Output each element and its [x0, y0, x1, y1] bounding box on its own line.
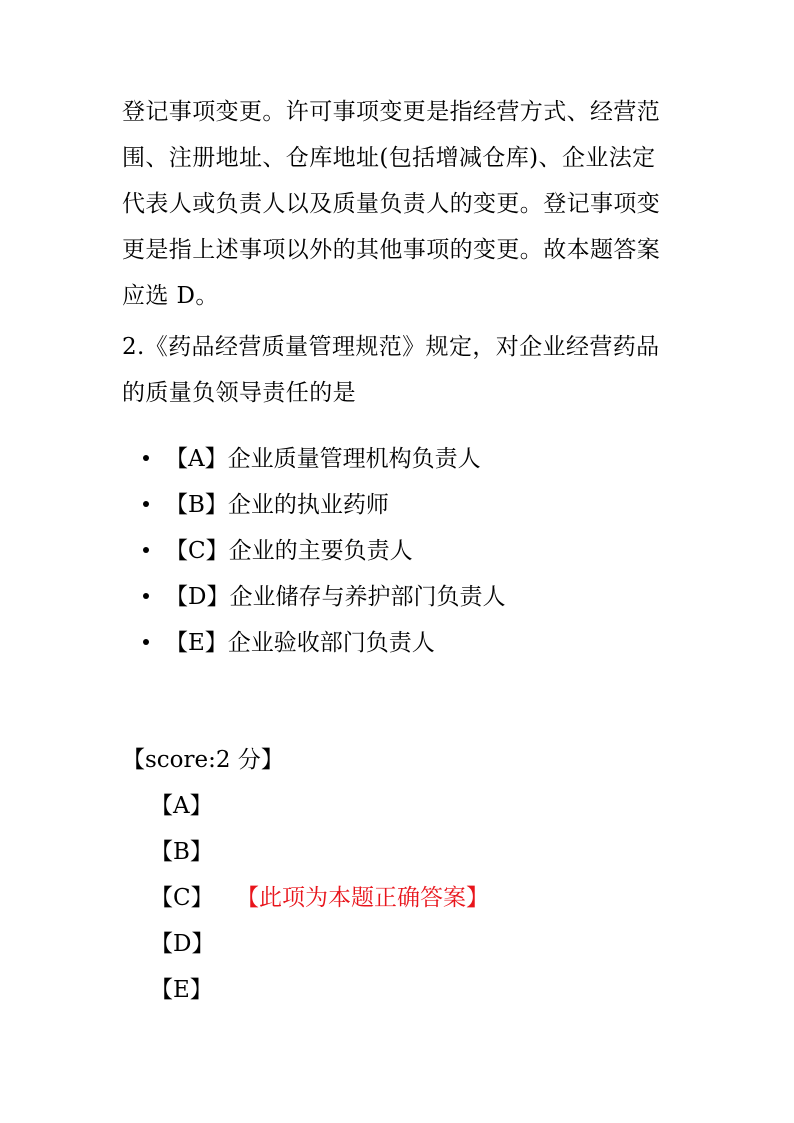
option-text: 【A】企业质量管理机构负责人: [165, 446, 481, 472]
explanation-line: 代表人或负责人以及质量负责人的变更。登记事项变: [122, 191, 661, 217]
explanation-line: 围、注册地址、仓库地址(包括增减仓库)、企业法定: [122, 145, 656, 171]
answer-letter: 【E】: [150, 977, 213, 1003]
option-text: 【C】企业的主要负责人: [165, 538, 413, 564]
answer-letter: 【C】: [150, 885, 214, 911]
explanation-line: 应选 D。: [122, 283, 219, 309]
answer-letter: 【D】: [150, 931, 215, 957]
answer-row-c: [150, 883, 489, 913]
bullet-icon: [143, 547, 149, 553]
bullet-icon: [143, 501, 149, 507]
answer-row-b: [150, 837, 213, 867]
option-a: [143, 444, 481, 474]
option-c: [143, 536, 413, 566]
option-text: 【D】企业储存与养护部门负责人: [165, 584, 506, 610]
answer-letter: 【B】: [150, 839, 213, 865]
option-text: 【B】企业的执业药师: [165, 492, 389, 518]
correct-answer-label: 【此项为本题正确答案】: [236, 885, 489, 911]
explanation-line: 更是指上述事项以外的其他事项的变更。故本题答案: [122, 237, 661, 263]
bullet-icon: [143, 639, 149, 645]
option-b: [143, 490, 389, 520]
bullet-icon: [143, 455, 149, 461]
question-line: 的质量负领导责任的是: [122, 380, 356, 406]
option-d: [143, 582, 505, 612]
score-label: 【score:2 分】: [122, 747, 284, 773]
explanation-line: 登记事项变更。许可事项变更是指经营方式、经营范: [122, 99, 661, 125]
answer-row-d: [150, 929, 214, 959]
answer-row-a: [150, 791, 213, 821]
answer-letter: 【A】: [150, 793, 213, 819]
answer-row-e: [150, 975, 213, 1005]
option-text: 【E】企业验收部门负责人: [165, 630, 435, 656]
bullet-icon: [143, 593, 149, 599]
option-e: [143, 628, 435, 658]
question-line: 2.《药品经营质量管理规范》规定，对企业经营药品: [122, 334, 660, 360]
